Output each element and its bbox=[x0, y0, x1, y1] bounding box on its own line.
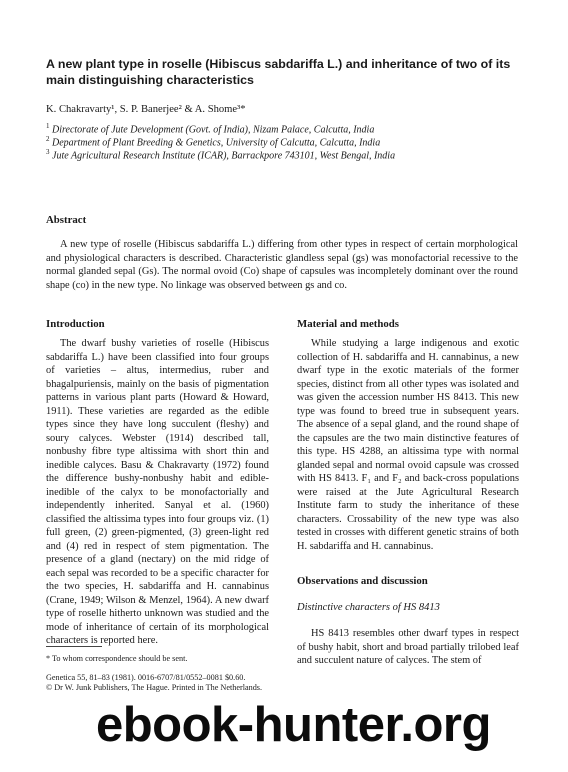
footnote-divider bbox=[46, 646, 102, 647]
observations-section bbox=[297, 627, 519, 668]
observations-subheading: Distinctive characters of HS 8413 bbox=[297, 602, 440, 613]
introduction-paragraph: The dwarf bushy varieties of roselle (Hibiscus sabdariffa L.) have been classified into four groups of varieties – altus, intermedius, ruber and bhagalpuriensis, mainly on the basis of pigmentation patterns in various plant parts (Howard & Howard, 1911). These varieties are regarded as the edible types since they have long succulent (fleshy) and soury calyces. Webster (1914) described tall, nonbushy fibre type altissima with short thin and inedible calyces. Basu & Chakravarty (1972) found the difference bushy-nonbushy habit and edible-inedible of the calyx to be monofactorially and independently inherited. Sanyal et al. (1960) classified the altissima types into four groups viz. (1) full green, (2) green-pigmented, (3) green-light red and (4) red in respect of stem pigmentation. The presence of a gland (nectary) on the mid ridge of each sepal was recorded to be a specific character for the two species, H. sabdariffa and H. cannabinus (Crane, 1949; Wilson & Menzel, 1964). A new dwarf type of roselle hitherto unknown was studied and the mode of inheritance of certain of its morphological characters is reported here. bbox=[46, 338, 269, 646]
observations-paragraph: HS 8413 resembles other dwarf types in respect of bushy habit, short and broad partially trilobed leaf and succulent nature of calyces. The stem of bbox=[297, 628, 519, 666]
affiliation-text: Directorate of Jute Development (Govt. of India), Nizam Palace, Calcutta, India bbox=[52, 124, 375, 136]
paper-title: A new plant type in roselle (Hibiscus sabdariffa L.) and inheritance of two of its main distinguishing characteristics bbox=[46, 57, 511, 87]
journal-citation: Genetica 55, 81–83 (1981). 0016-6707/81/0552–0081 $0.60. bbox=[46, 673, 246, 682]
affiliation-number: 1 bbox=[46, 122, 50, 130]
abstract-text: A new type of roselle (Hibiscus sabdariffa L.) differing from other types in respect of certain morphological and physiological characters is described. Characteristic glandless sepal (gs) was monofactorial recessive to the normal glanded sepal (Gs). The normal ovoid (Co) shape of capsules was incompletely dominant over the round shape (co) in the new type. No linkage was observed between gs and co. bbox=[46, 239, 518, 291]
methods-heading: Material and methods bbox=[297, 318, 399, 330]
methods-section bbox=[297, 337, 519, 553]
observations-heading: Observations and discussion bbox=[297, 575, 428, 587]
copyright-notice: © Dr W. Junk Publishers, The Hague. Printed in The Netherlands. bbox=[46, 683, 263, 692]
affiliation-3 bbox=[46, 146, 536, 162]
affiliation-number: 2 bbox=[46, 135, 50, 143]
introduction-section bbox=[46, 337, 269, 648]
correspondence-footnote: * To whom correspondence should be sent. bbox=[46, 654, 188, 663]
publication-info bbox=[46, 673, 262, 693]
abstract-heading: Abstract bbox=[46, 214, 87, 226]
affiliation-number: 3 bbox=[46, 148, 50, 156]
affiliation-text: Department of Plant Breeding & Genetics, University of Calcutta, Calcutta, India bbox=[52, 137, 381, 149]
watermark: ebook-hunter.org bbox=[96, 698, 491, 752]
affiliation-text: Jute Agricultural Research Institute (ICAR), Barrackpore 743101, West Bengal, India bbox=[52, 150, 396, 162]
introduction-heading: Introduction bbox=[46, 318, 105, 330]
methods-paragraph: While studying a large indigenous and exotic collection of H. sabdariffa and H. cannabinus, a new dwarf type in the exotic materials of the former species, distinct from all other types was isolated and was given the accession number HS 8413. This new type was found to breed true in subsequent years. The absence of a sepal gland, and the round shape of the capsules are the two main distinctive features of this type. HS 4288, an altissima type with normal glanded sepal and normal ovoid capsule was crossed with HS 8413. F₁ and F₂ and back-cross populations were raised at the Jute Agricultural Research Institute farm to study the inheritance of these characters. Crossability of the new type was also tested in crosses with different genetic strains of both H. sabdariffa and H. cannabinus. bbox=[297, 338, 519, 552]
author-list: K. Chakravarty¹, S. P. Banerjee² & A. Shome³* bbox=[46, 104, 246, 115]
